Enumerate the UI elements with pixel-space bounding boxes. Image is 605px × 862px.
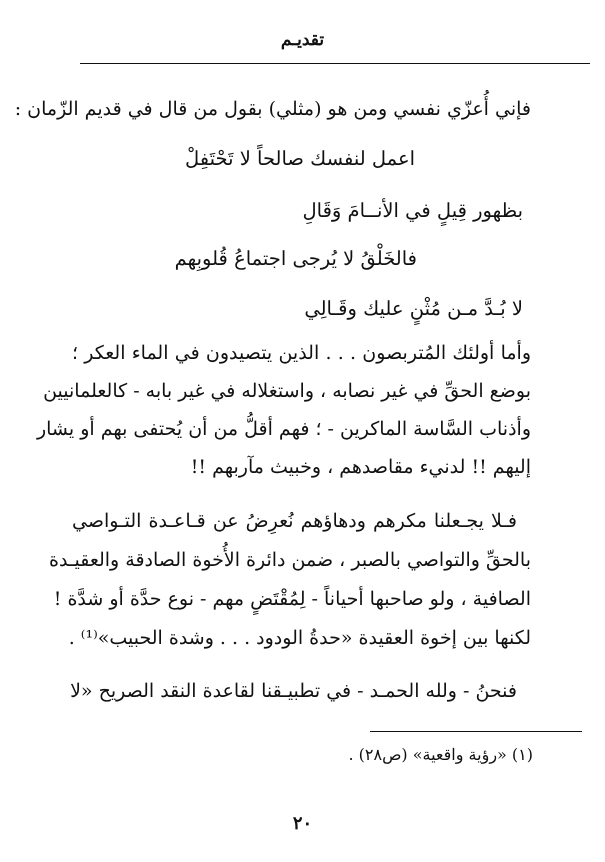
paragraph2-line-1: فـلا يجـعلنا مكرهم ودهاؤهم نُعرِضُ عن قـاعـدة التـواصي xyxy=(72,510,517,532)
verse-line-1: اعمل لنفسك صالحاً لا تَحْتَفِلْ xyxy=(184,147,415,170)
page-number: ٢٠ xyxy=(292,813,313,834)
running-header-title: تقديـم xyxy=(280,30,325,50)
paragraph2-line-2: بالحقِّ والتواصي بالصبر ، ضمن دائرة الأُخوة الصادقة والعقيـدة xyxy=(48,549,531,571)
header-divider xyxy=(80,63,590,64)
paragraph1-line-4: إليهم !! لدنيء مقاصدهم ، وخبيث مآربهم !! xyxy=(190,456,531,478)
paragraph2-line-4: لكنها بين إخوة العقيدة «حدةُ الودود . . . وشدة الحبيب»⁽¹⁾ . xyxy=(68,627,531,649)
intro-line: فإني أُعزّي نفسي ومن هو (مثلي) بقول من قال في قديم الزّمان : xyxy=(14,98,531,120)
paragraph3-line-1: فنحنُ - ولله الحمـد - في تطبيـقنا لقاعدة النقد الصريح «لا xyxy=(70,680,517,702)
paragraph1-line-3: وأذناب السَّاسة الماكرين - ؛ فهم أقلُّ من أن يُحتفى بهم أو يشار xyxy=(36,418,531,440)
paragraph2-line-3: الصافية ، ولو صاحبها أحياناً - لِمُقْتَضٍ مهم - نوع حدَّة أو شدَّة ! xyxy=(53,588,531,610)
verse-line-3: فالخَلْقُ لا يُرجى اجتماعُ قُلوبِهم xyxy=(174,247,417,270)
paragraph1-line-1: وأما أولئك المُتربصون . . . الذين يتصيدون في الماء العكر ؛ xyxy=(72,342,531,364)
paragraph1-line-2: بوضع الحقِّ في غير نصابه ، واستغلاله في غير بابه - كالعلمانيين xyxy=(43,380,531,402)
footnote: (١) «رؤية واقعية» (ص٢٨) . xyxy=(348,745,533,764)
footnote-divider xyxy=(370,731,582,732)
verse-line-2: بظهور قِيلٍ في الأنــامَ وَقَالِ xyxy=(302,199,523,222)
verse-line-4: لا بُـدَّ مـن مُثْنٍ عليك وقَـالِي xyxy=(304,297,523,320)
